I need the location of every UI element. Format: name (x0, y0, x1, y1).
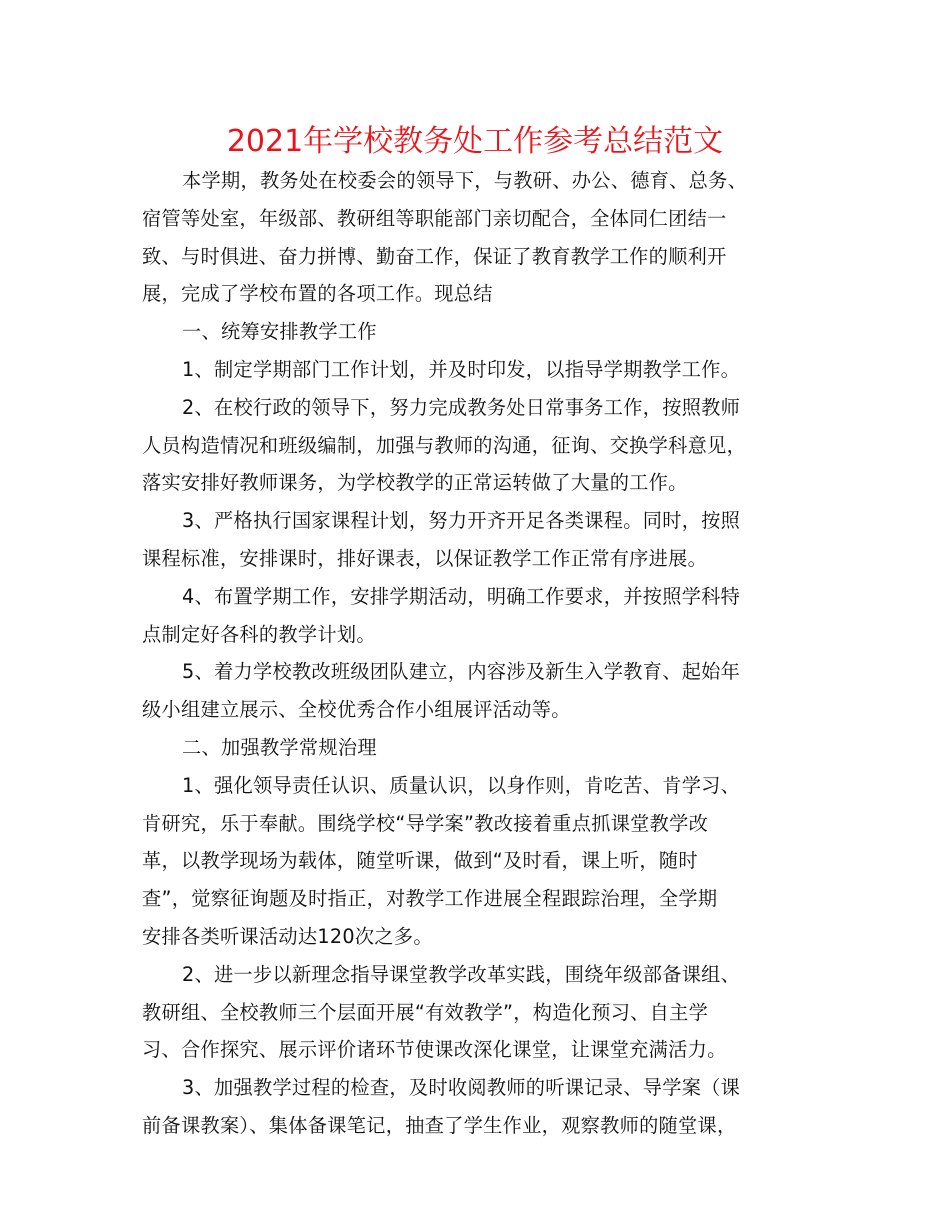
text-line: 二、加强教学常规治理 (182, 735, 377, 759)
text-line: 教研组、全校教师三个层面开展“有效教学”，构造化预习、自主学 (142, 1000, 709, 1024)
document-title: 2021年学校教务处工作参考总结范文 (226, 124, 724, 159)
text-line: 落实安排好教师课务，为学校教学的正常运转做了大量的工作。 (142, 471, 688, 495)
document-body (142, 162, 822, 1145)
text-line: 展，完成了学校布置的各项工作。现总结 (142, 282, 493, 306)
text-line: 本学期，教务处在校委会的领导下，与教研、办公、德育、总务、 (182, 169, 748, 192)
text-line: 课程标准，安排课时，排好课表，以保证教学工作正常有序进展。 (142, 546, 708, 570)
text-line: 查”，觉察征询题及时指正，对教学工作进展全程跟踪治理，全学期 (142, 887, 718, 911)
text-line: 安排各类听课活动达120次之多。 (142, 924, 433, 948)
text-line: 前备课教案）、集体备课笔记，抽查了学生作业，观察教师的随堂课， (142, 1113, 737, 1137)
text-line: 4、布置学期工作，安排学期活动，明确工作要求，并按照学科特 (182, 584, 741, 608)
text-line: 革，以教学现场为载体，随堂听课，做到“及时看，课上听，随时 (142, 849, 698, 873)
text-line: 5、着力学校教改班级团队建立，内容涉及新生入学教育、起始年 (182, 660, 741, 684)
text-line: 一、统筹安排教学工作 (182, 320, 377, 344)
text-line: 级小组建立展示、全校优秀合作小组展评活动等。 (142, 698, 571, 722)
text-line: 2、进一步以新理念指导课堂教学改革实践，围绕年级部备课组、 (182, 962, 741, 986)
text-line: 肯研究，乐于奉献。围绕学校“导学案”教改接着重点抓课堂教学改 (142, 811, 709, 835)
text-line: 宿管等处室，年级部、教研组等职能部门亲切配合，全体同仁团结一 (142, 206, 727, 230)
text-line: 3、严格执行国家课程计划，努力开齐开足各类课程。同时，按照 (182, 509, 741, 533)
text-line: 点制定好各科的教学计划。 (142, 622, 376, 646)
text-line: 致、与时俱进、奋力拼博、勤奋工作，保证了教育教学工作的顺利开 (142, 244, 727, 268)
text-line: 人员构造情况和班级编制，加强与教师的沟通，征询、交换学科意见， (142, 433, 747, 457)
text-line: 1、制定学期部门工作计划，并及时印发，以指导学期教学工作。 (182, 357, 741, 381)
text-line: 习、合作探究、展示评价诸环节使课改深化课堂，让课堂充满活力。 (142, 1038, 727, 1062)
text-line: 3、加强教学过程的检查，及时收阅教师的听课记录、导学案（课 (182, 1076, 741, 1100)
text-line: 1、强化领导责任认识、质量认识，以身作则，肯吃苦、肯学习、 (182, 773, 741, 797)
text-line: 2、在校行政的领导下，努力完成教务处日常事务工作，按照教师 (182, 395, 741, 419)
